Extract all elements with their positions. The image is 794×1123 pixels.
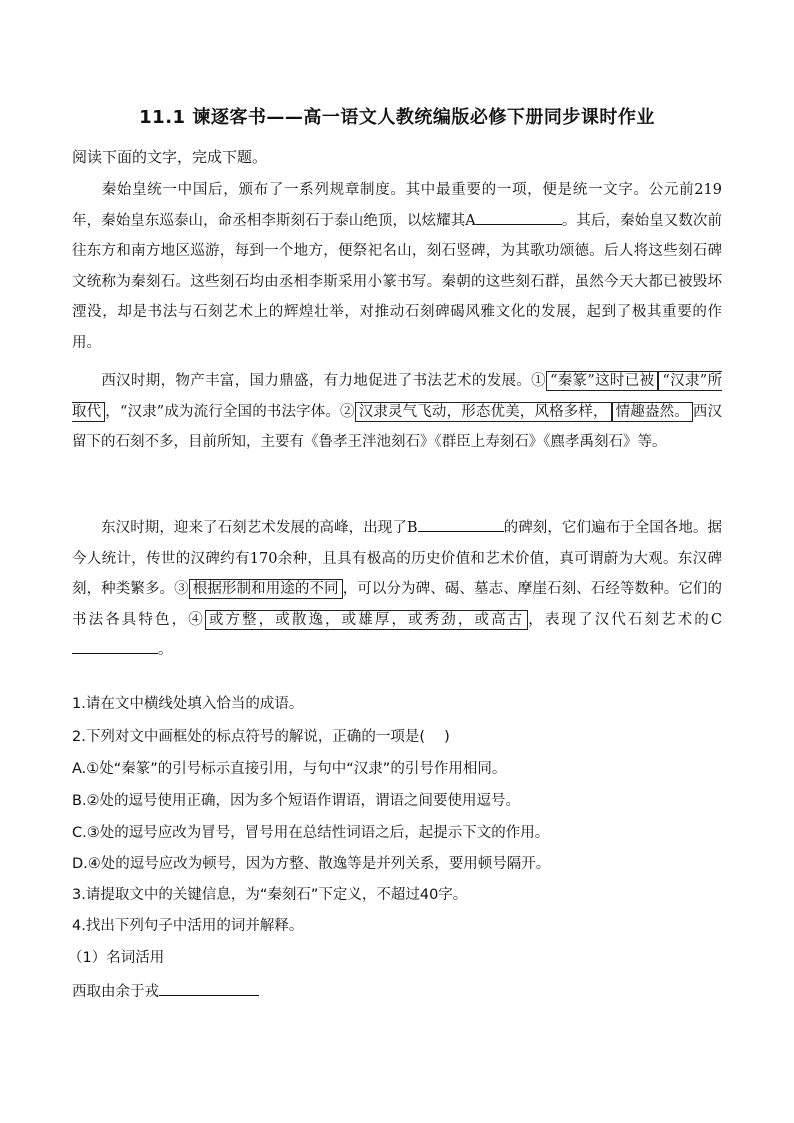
- option-d[interactable]: D.④处的逗号应改为顿号，因为方整、散逸等是并列关系，要用顿号隔开。: [72, 856, 551, 872]
- question-4: 4.找出下列句子中活用的词并解释。: [72, 918, 304, 934]
- option-b[interactable]: B.②处的逗号使用正确，因为多个短语作谓语，谓语之间要使用逗号。: [72, 793, 521, 809]
- option-c[interactable]: C.③处的逗号应改为冒号，冒号用在总结性词语之后，起提示下文的作用。: [72, 825, 550, 841]
- p2-text-b: ，“汉隶”成为流行全国的书法字体。②: [105, 403, 355, 420]
- blank-a[interactable]: [476, 210, 562, 225]
- passage-paragraph-3: [72, 513, 722, 666]
- question-4-example: [72, 979, 259, 1002]
- p3-text-e: 。: [158, 642, 173, 658]
- p3-text-a: 东汉时期，迎来了石刻艺术发展的高峰，出现了B: [101, 520, 418, 536]
- example-sentence: 西取由余于戎: [72, 984, 159, 1000]
- question-3: 3.请提取文中的关键信息，为“秦刻石”下定义，不超过40字。: [72, 887, 468, 903]
- p3-text-d: ，表现了汉代石刻艺术的C: [528, 611, 723, 628]
- p1-text-b: 。其后，秦始皇又数次前往东方和南方地区巡游，每到一个地方，便祭祀名山，刻石竖碑，为其歌功颂德。后人将这些刻石碑文统称为秦刻石。这些刻石均由丞相李斯采用小篆书写。秦朝的这些刻石群，虽然今天大都已被毁坏湮没，却是书法与石刻艺术上的辉煌壮举，对推动石刻碑碣风雅文化的发展，起到了极其重要的作用。: [72, 212, 722, 351]
- framed-text-1b: “汉隶”所取代: [72, 373, 723, 420]
- framed-text-4: 或方整，或散逸，或雄厚，或秀劲，或高古: [205, 610, 528, 630]
- question-1: 1.请在文中横线处填入恰当的成语。: [72, 696, 304, 712]
- p2-text-a: 西汉时期，物产丰富，国力鼎盛，有力地促进了书法艺术的发展。①: [101, 373, 546, 389]
- page-title: 11.1 谏逐客书——高一语文人教统编版必修下册同步课时作业: [139, 107, 655, 128]
- answer-blank[interactable]: [159, 979, 259, 996]
- option-a[interactable]: A.①处“秦篆”的引号标示直接引用，与句中“汉隶”的引号作用相同。: [72, 761, 507, 777]
- passage-paragraph-1: [72, 175, 722, 358]
- p3-text-c: ，可以分为碑、碣、墓志、摩崖石刻、石经等数种。它们的书法各具特色，④: [72, 581, 723, 628]
- p3-text-b: 的碑刻，它们遍布于全国各地。据今人统计，传世的汉碑约有170余种，且具有极高的历史价值和艺术价值，真可谓蔚为大观。东汉碑刻，种类繁多。③: [72, 520, 723, 597]
- passage-paragraph-2: [72, 366, 722, 458]
- framed-text-3: 根据形制和用途的不同: [189, 579, 343, 599]
- blank-c[interactable]: [72, 639, 158, 654]
- blank-b[interactable]: [418, 517, 504, 532]
- framed-text-2a: 汉隶灵气飞动，形态优美，风格多样，: [355, 402, 612, 422]
- p1-text-a: 秦始皇统一中国后，颁布了一系列规章制度。其中最重要的一项，便是统一文字。公元前219年，秦始皇东巡泰山，命丞相李斯刻石于泰山绝顶，以炫耀其A: [72, 182, 722, 229]
- question-4-subheading: （1）名词活用: [68, 950, 165, 966]
- question-2: 2.下列对文中画框处的标点符号的解说，正确的一项是( ): [72, 729, 450, 745]
- reading-instruction: 阅读下面的文字，完成下题。: [72, 148, 268, 166]
- framed-text-2b: 情趣盎然。: [612, 402, 693, 422]
- p2-text-c: 西汉留下的石刻不多，目前所知，主要有《鲁孝王泮池刻石》《群臣上寿刻石》《麃孝禹刻石》等。: [72, 403, 723, 450]
- framed-text-1a: “秦篆”这时已被: [546, 371, 658, 391]
